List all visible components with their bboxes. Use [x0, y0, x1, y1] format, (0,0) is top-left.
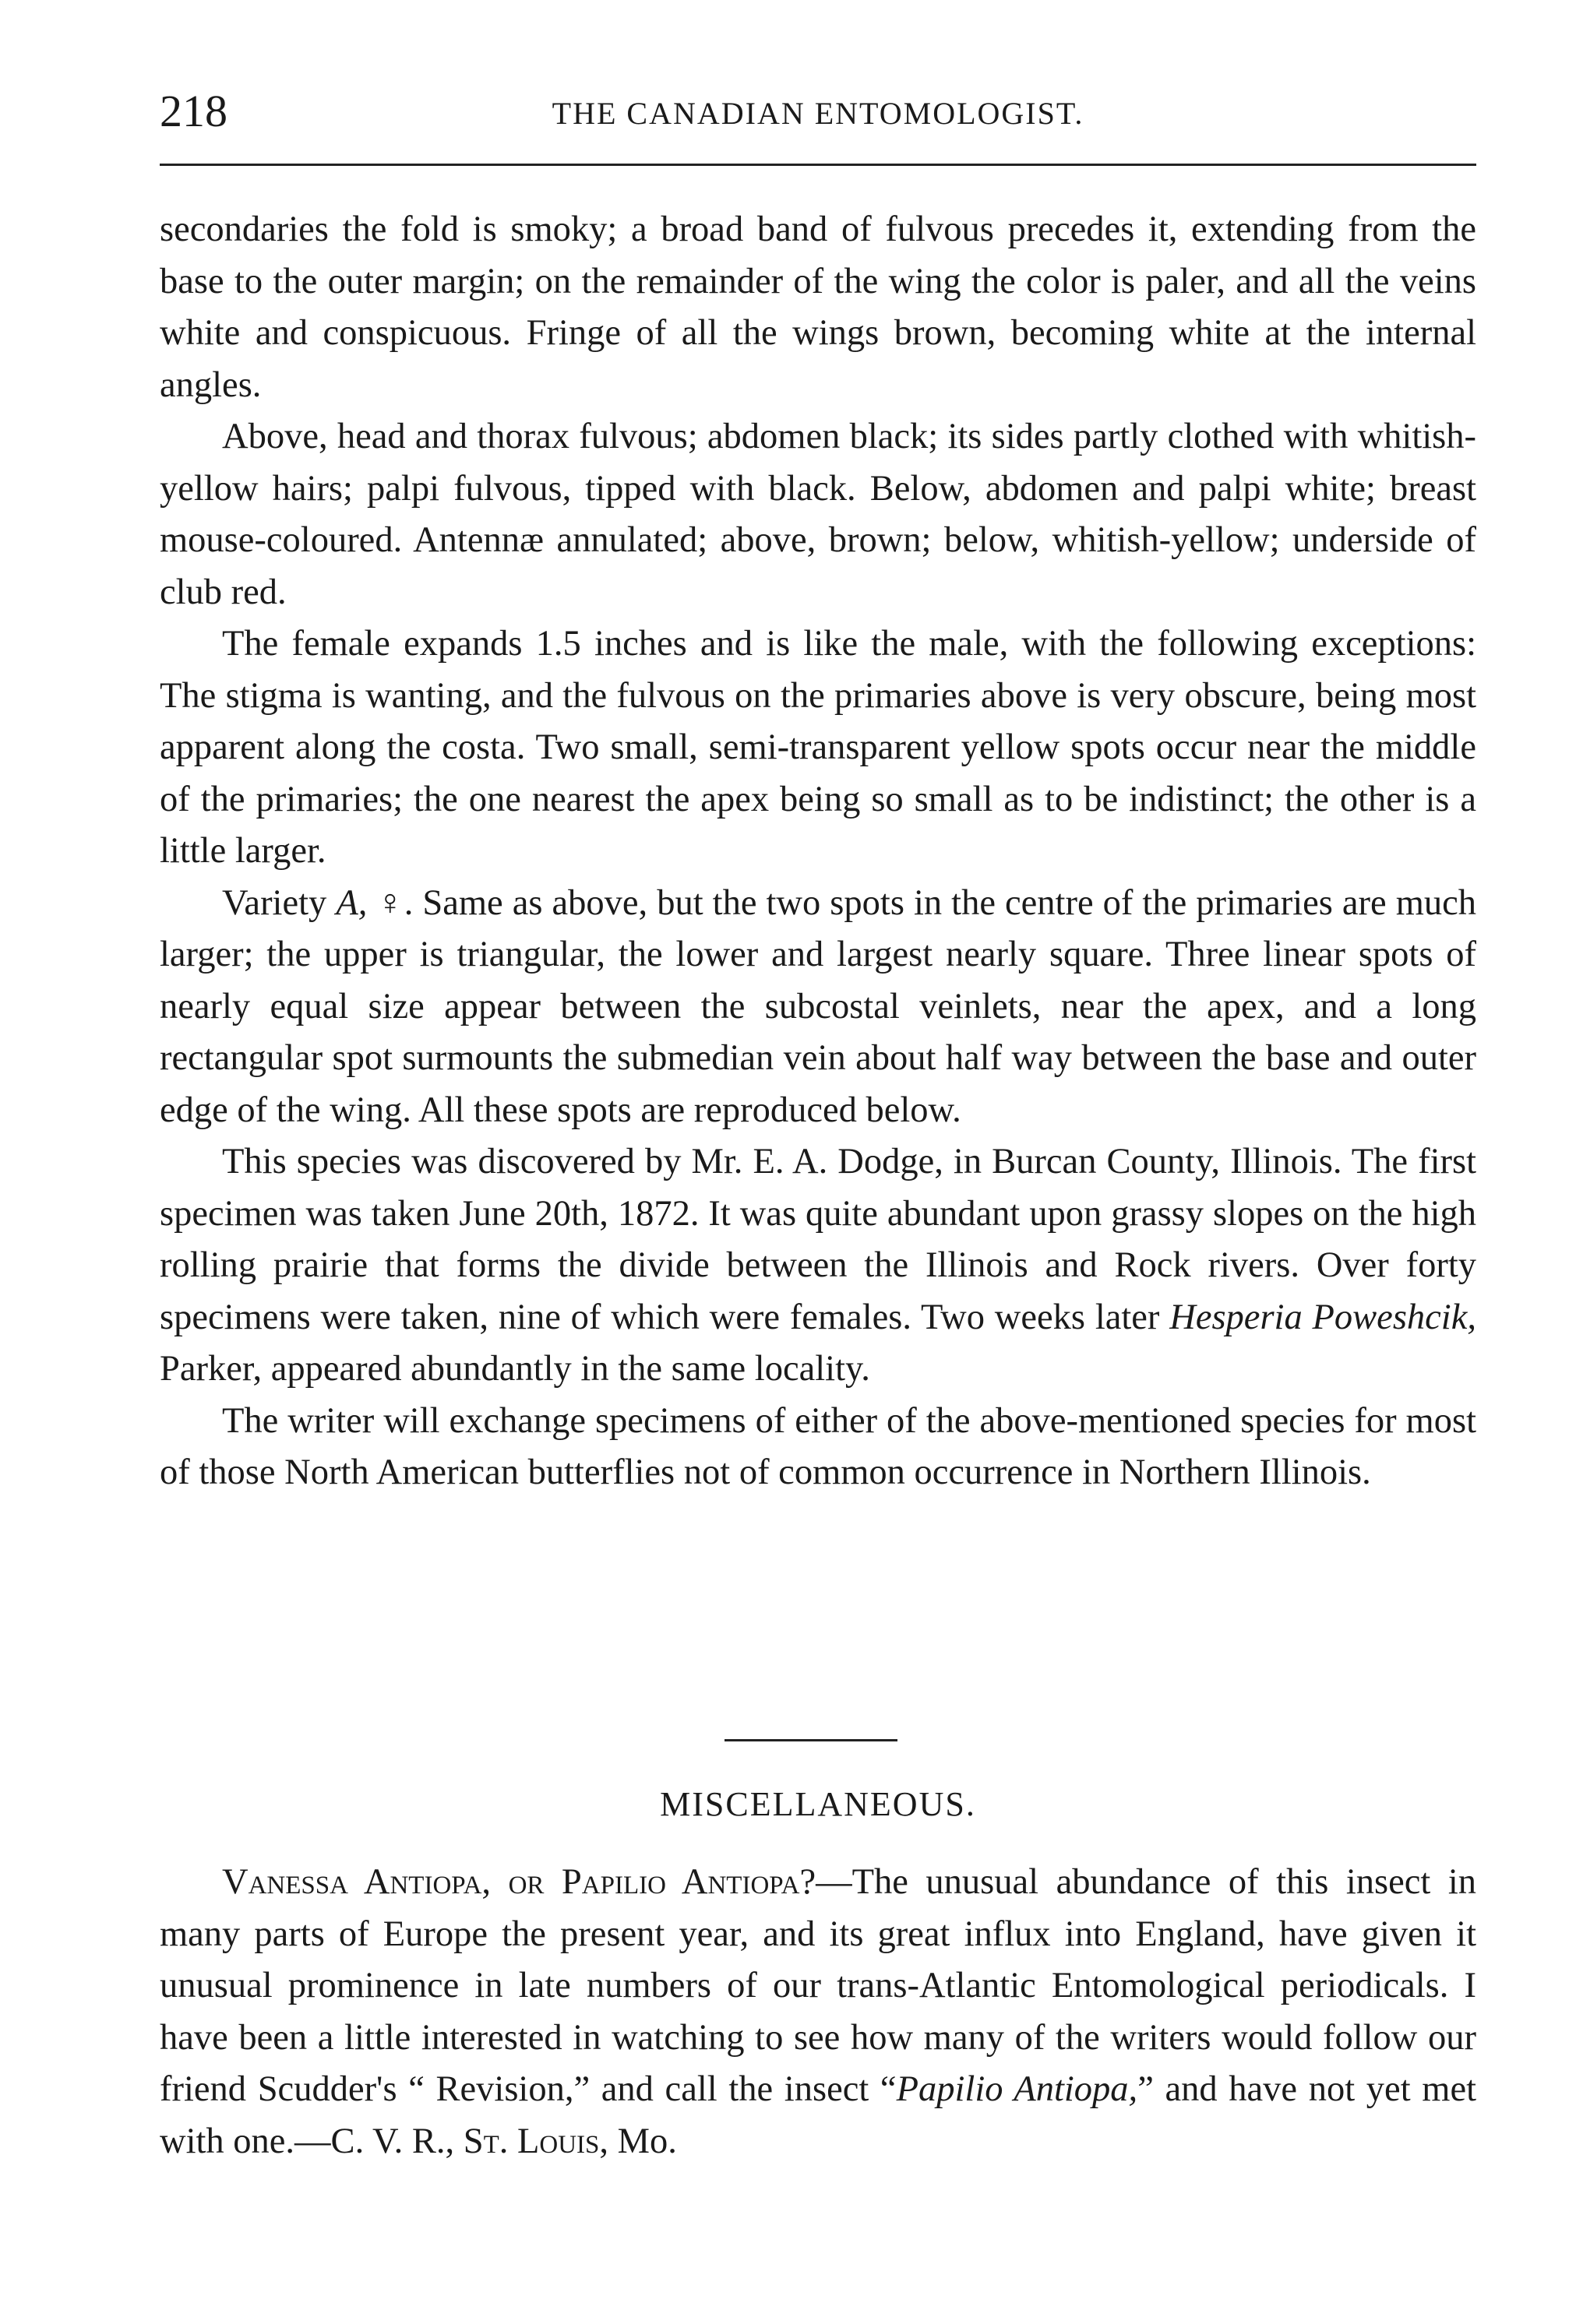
running-title: THE CANADIAN ENTOMOLOGIST.	[552, 96, 1084, 131]
note-text: —The unusual abundance of this insect in many parts of Europe the present year, and its great influx into England, have given it unusual prominence in late numbers of our trans-Atlantic Entomological periodicals. I have been a little interested in watching to see how many of the writers would follow our friend Scudder's “ Revision,” and call the insect “	[160, 1862, 1476, 2109]
species-name: Hesperia Poweshcik,	[1169, 1297, 1476, 1337]
signature-place: St. Louis,	[463, 2121, 609, 2161]
paragraph-secondaries: secondaries the fold is smoky; a broad band of fulvous precedes it, extending from the base to the outer margin; on the remainder of the wing the color is paler, and all the veins white and conspicuous. Fringe of all the wings brown, becoming white at the internal angles.	[160, 210, 1476, 405]
page-number: 218	[160, 86, 227, 136]
note-title: Vanessa Antiopa, or Papilio Antiopa?	[222, 1862, 816, 1902]
note-text-end: ” and have not yet met with one.—C. V. R.,	[160, 2069, 1477, 2161]
female-symbol: ♀.	[376, 882, 414, 923]
paragraph-exchange: The writer will exchange specimens of either of the above-mentioned species for most of those North American butterflies not of common occurrence in Northern Illinois.	[160, 1400, 1476, 1492]
variety-description: Same as above, but the two spots in the centre of the primaries are much larger; the upper is triangular, the lower and largest nearly square. Three linear spots of nearly equal size appear between the subcostal veinlets, near the apex, and a long rectangular spot surmounts the submedian vein about half way between the base and outer edge of the wing. All these spots are reproduced below.	[160, 882, 1477, 1130]
discovery-text-end: Parker, appeared abundantly in the same locality.	[160, 1349, 870, 1389]
miscellaneous-body	[160, 1857, 1476, 2167]
variety-letter: A,	[336, 882, 368, 923]
section-divider	[725, 1739, 897, 1741]
paragraph-discovery	[160, 1136, 1476, 1396]
article-body	[160, 204, 1476, 1499]
paragraph-variety	[160, 878, 1476, 1137]
paragraph-vanessa	[160, 1857, 1476, 2167]
page-header	[160, 84, 1476, 139]
paragraph-above-head: Above, head and thorax fulvous; abdomen black; its sides partly clothed with whitish-yellow hairs; palpi fulvous, tipped with black. Below, abdomen and palpi white; breast mouse-coloured. Antennæ annulated; above, brown; below, whitish-yellow; underside of club red.	[160, 417, 1476, 612]
header-rule	[160, 164, 1476, 166]
discovery-text: This species was discovered by Mr. E. A. Dodge, in Burcan County, Illinois. The first specimen was taken June 20th, 1872. It was quite abundant upon grassy slopes on the high rolling prairie that forms the divide between the Illinois and Rock rivers. Over forty specimens were taken, nine of which were females. Two weeks later	[160, 1142, 1476, 1337]
signature-state: Mo.	[617, 2121, 677, 2161]
paragraph-female: The female expands 1.5 inches and is like the male, with the following exceptions: The stigma is wanting, and the fulvous on the primaries above is very obscure, being most apparent along the costa. Two small, semi-transparent yellow spots occur near the middle of the primaries; the one nearest the apex being so small as to be indistinct; the other is a little larger.	[160, 624, 1476, 871]
section-heading: MISCELLANEOUS.	[660, 1785, 976, 1823]
variety-label: Variety	[222, 882, 327, 923]
quoted-species-name: Papilio Antiopa,	[896, 2069, 1138, 2109]
